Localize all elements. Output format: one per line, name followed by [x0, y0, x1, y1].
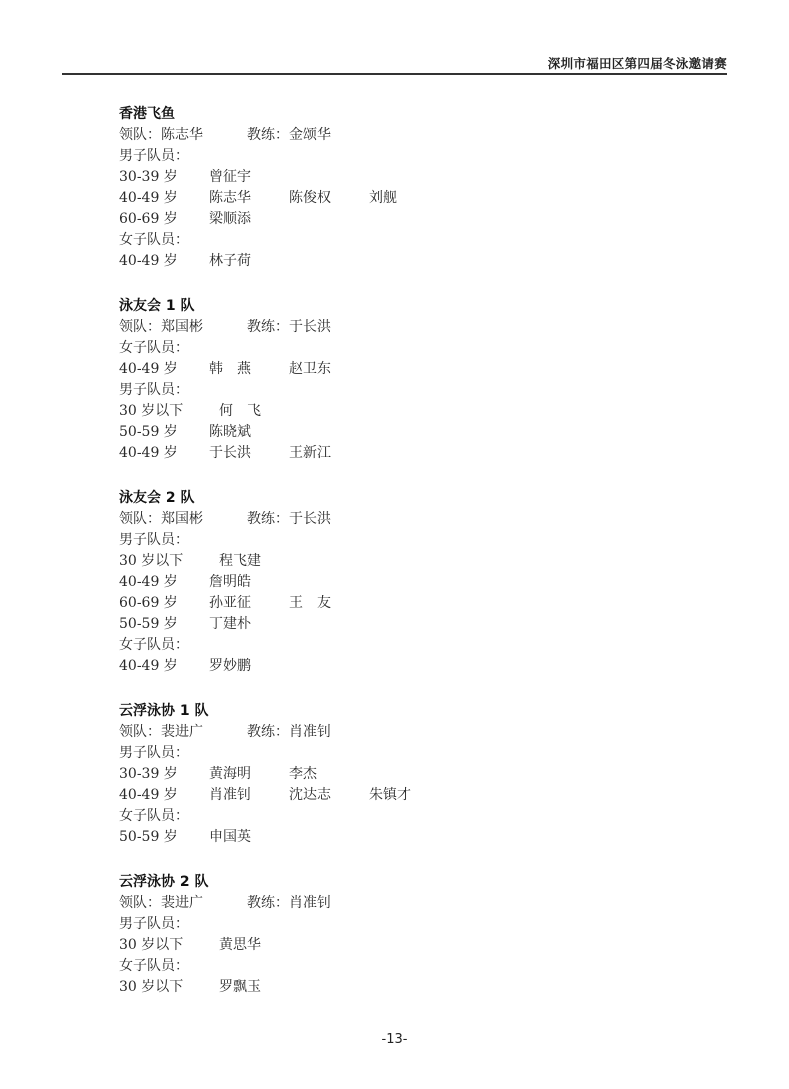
section-label: 女子队员： — [119, 637, 189, 653]
team-coach: 教练：于长洪 — [247, 511, 331, 527]
roster-row — [119, 572, 719, 593]
page-header — [62, 48, 727, 74]
roster-row — [119, 551, 719, 572]
section-label: 男子队员： — [119, 382, 189, 398]
member-name: 陈志华 — [209, 190, 251, 206]
roster-row — [119, 167, 719, 188]
age-group: 40-49 岁 — [119, 787, 178, 803]
member-name: 罗妙鹏 — [209, 658, 251, 674]
roster-row — [119, 764, 719, 785]
member-name: 黄海明 — [209, 766, 251, 782]
member-name: 梁顺添 — [209, 211, 251, 227]
team-coach: 教练：于长洪 — [247, 319, 331, 335]
leader-coach-line — [119, 509, 719, 530]
team-leader: 领队：郑国彬 — [119, 511, 203, 527]
roster-row — [119, 656, 719, 677]
section-label: 女子队员： — [119, 808, 189, 824]
member-name: 曾征宇 — [209, 169, 251, 185]
member-name: 赵卫东 — [289, 361, 331, 377]
member-name: 李杰 — [289, 766, 317, 782]
team-leader: 领队：裴进广 — [119, 724, 203, 740]
member-name: 丁建朴 — [209, 616, 251, 632]
team-coach: 教练：肖准钊 — [247, 724, 331, 740]
team-coach: 教练：金颂华 — [247, 127, 331, 143]
leader-coach-line — [119, 317, 719, 338]
roster-row — [119, 785, 719, 806]
member-name: 林子荷 — [209, 253, 251, 269]
age-group: 40-49 岁 — [119, 658, 178, 674]
roster-row — [119, 593, 719, 614]
member-name: 肖准钊 — [209, 787, 251, 803]
roster-row — [119, 401, 719, 422]
member-name: 刘舰 — [369, 190, 397, 206]
member-name: 王新江 — [289, 445, 331, 461]
age-group: 30 岁以下 — [119, 979, 184, 995]
leader-coach-line — [119, 722, 719, 743]
age-group: 40-49 岁 — [119, 361, 178, 377]
member-name: 何 飞 — [219, 403, 261, 419]
member-name: 沈达志 — [289, 787, 331, 803]
age-group: 50-59 岁 — [119, 829, 178, 845]
roster-row — [119, 827, 719, 848]
team-name: 泳友会 1 队 — [119, 298, 195, 314]
header-title: 深圳市福田区第四届冬泳邀请赛 — [547, 56, 727, 71]
section-label: 男子队员： — [119, 916, 189, 932]
header-rule — [62, 73, 727, 75]
team-block — [119, 488, 719, 677]
age-group: 40-49 岁 — [119, 445, 178, 461]
age-group: 50-59 岁 — [119, 424, 178, 440]
age-group: 40-49 岁 — [119, 574, 178, 590]
member-name: 陈俊权 — [289, 190, 331, 206]
member-name: 朱镇才 — [369, 787, 411, 803]
age-group: 30 岁以下 — [119, 553, 184, 569]
team-coach: 教练：肖准钊 — [247, 895, 331, 911]
member-name: 詹明皓 — [209, 574, 251, 590]
age-group: 30 岁以下 — [119, 403, 184, 419]
member-name: 申国英 — [209, 829, 251, 845]
roster-row — [119, 443, 719, 464]
roster-row — [119, 422, 719, 443]
roster-row — [119, 935, 719, 956]
age-group: 60-69 岁 — [119, 211, 178, 227]
roster-row — [119, 614, 719, 635]
age-group: 30-39 岁 — [119, 169, 178, 185]
section-label: 女子队员： — [119, 232, 189, 248]
team-block — [119, 872, 719, 998]
team-leader: 领队：郑国彬 — [119, 319, 203, 335]
roster-row — [119, 251, 719, 272]
age-group: 30-39 岁 — [119, 766, 178, 782]
roster-row — [119, 188, 719, 209]
team-block — [119, 296, 719, 464]
team-leader: 领队：陈志华 — [119, 127, 203, 143]
team-roster — [119, 104, 719, 1022]
page-number: -13- — [381, 1032, 408, 1047]
team-name: 泳友会 2 队 — [119, 490, 195, 506]
section-label: 男子队员： — [119, 745, 189, 761]
team-name: 云浮泳协 2 队 — [119, 874, 209, 890]
team-block — [119, 701, 719, 848]
team-leader: 领队：裴进广 — [119, 895, 203, 911]
age-group: 60-69 岁 — [119, 595, 178, 611]
roster-row — [119, 209, 719, 230]
member-name: 孙亚征 — [209, 595, 251, 611]
member-name: 黄思华 — [219, 937, 261, 953]
member-name: 陈晓斌 — [209, 424, 251, 440]
member-name: 程飞建 — [219, 553, 261, 569]
age-group: 40-49 岁 — [119, 253, 178, 269]
section-label: 女子队员： — [119, 340, 189, 356]
section-label: 男子队员： — [119, 532, 189, 548]
age-group: 40-49 岁 — [119, 190, 178, 206]
roster-row — [119, 359, 719, 380]
team-name: 云浮泳协 1 队 — [119, 703, 209, 719]
member-name: 王 友 — [289, 595, 331, 611]
age-group: 50-59 岁 — [119, 616, 178, 632]
team-block — [119, 104, 719, 272]
section-label: 男子队员： — [119, 148, 189, 164]
member-name: 罗飘玉 — [219, 979, 261, 995]
section-label: 女子队员： — [119, 958, 189, 974]
age-group: 30 岁以下 — [119, 937, 184, 953]
roster-row — [119, 977, 719, 998]
leader-coach-line — [119, 893, 719, 914]
team-name: 香港飞鱼 — [119, 106, 175, 122]
leader-coach-line — [119, 125, 719, 146]
member-name: 韩 燕 — [209, 361, 251, 377]
member-name: 于长洪 — [209, 445, 251, 461]
